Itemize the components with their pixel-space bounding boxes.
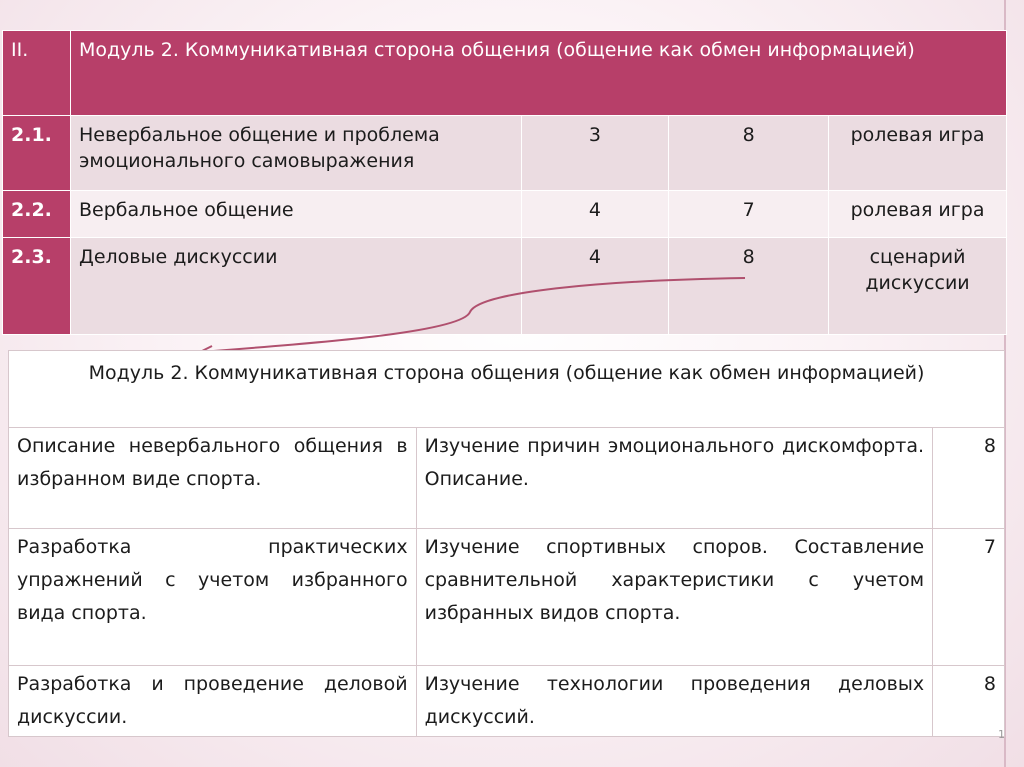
hours-value: 8 bbox=[933, 428, 1005, 529]
hours-value-b: 8 bbox=[669, 116, 829, 191]
row-number: 2.1. bbox=[3, 116, 71, 191]
hours-value-a: 3 bbox=[521, 116, 669, 191]
activity-form: ролевая игра bbox=[829, 191, 1007, 238]
method-description: Изучение причин эмоционального дискомфорта. Описание. bbox=[416, 428, 932, 529]
hours-value-a: 4 bbox=[521, 191, 669, 238]
task-description: Разработка практических упражнений с учетом избранного вида спорта. bbox=[9, 529, 417, 666]
page-number: 1 bbox=[998, 728, 1005, 741]
hours-value-a: 4 bbox=[521, 238, 669, 335]
activity-form: сценарий дискуссии bbox=[829, 238, 1007, 335]
module-number: II. bbox=[3, 31, 71, 116]
row-number: 2.2. bbox=[3, 191, 71, 238]
module-title: Модуль 2. Коммуникативная сторона общения (общение как обмен информацией) bbox=[9, 351, 1005, 428]
table-row bbox=[9, 428, 1005, 529]
method-description: Изучение технологии проведения деловых дискуссий. bbox=[416, 666, 932, 737]
module-title-row bbox=[9, 351, 1005, 428]
independent-work-table bbox=[8, 350, 1005, 737]
method-description: Изучение спортивных споров. Составление сравнительной характеристики с учетом избранных видов спорта. bbox=[416, 529, 932, 666]
topic-name: Вербальное общение bbox=[70, 191, 521, 238]
hours-value: 8 bbox=[933, 666, 1005, 737]
topic-name: Невербальное общение и проблема эмоционального самовыражения bbox=[70, 116, 521, 191]
hours-value-b: 8 bbox=[669, 238, 829, 335]
table-row bbox=[9, 666, 1005, 737]
hours-value-b: 7 bbox=[669, 191, 829, 238]
task-description: Описание невербального общения в избранном виде спорта. bbox=[9, 428, 417, 529]
topic-name: Деловые дискуссии bbox=[70, 238, 521, 335]
activity-form: ролевая игра bbox=[829, 116, 1007, 191]
task-description: Разработка и проведение деловой дискуссии. bbox=[9, 666, 417, 737]
module-title: Модуль 2. Коммуникативная сторона общения (общение как обмен информацией) bbox=[70, 31, 1006, 116]
row-number: 2.3. bbox=[3, 238, 71, 335]
hours-value: 7 bbox=[933, 529, 1005, 666]
table-row bbox=[9, 529, 1005, 666]
